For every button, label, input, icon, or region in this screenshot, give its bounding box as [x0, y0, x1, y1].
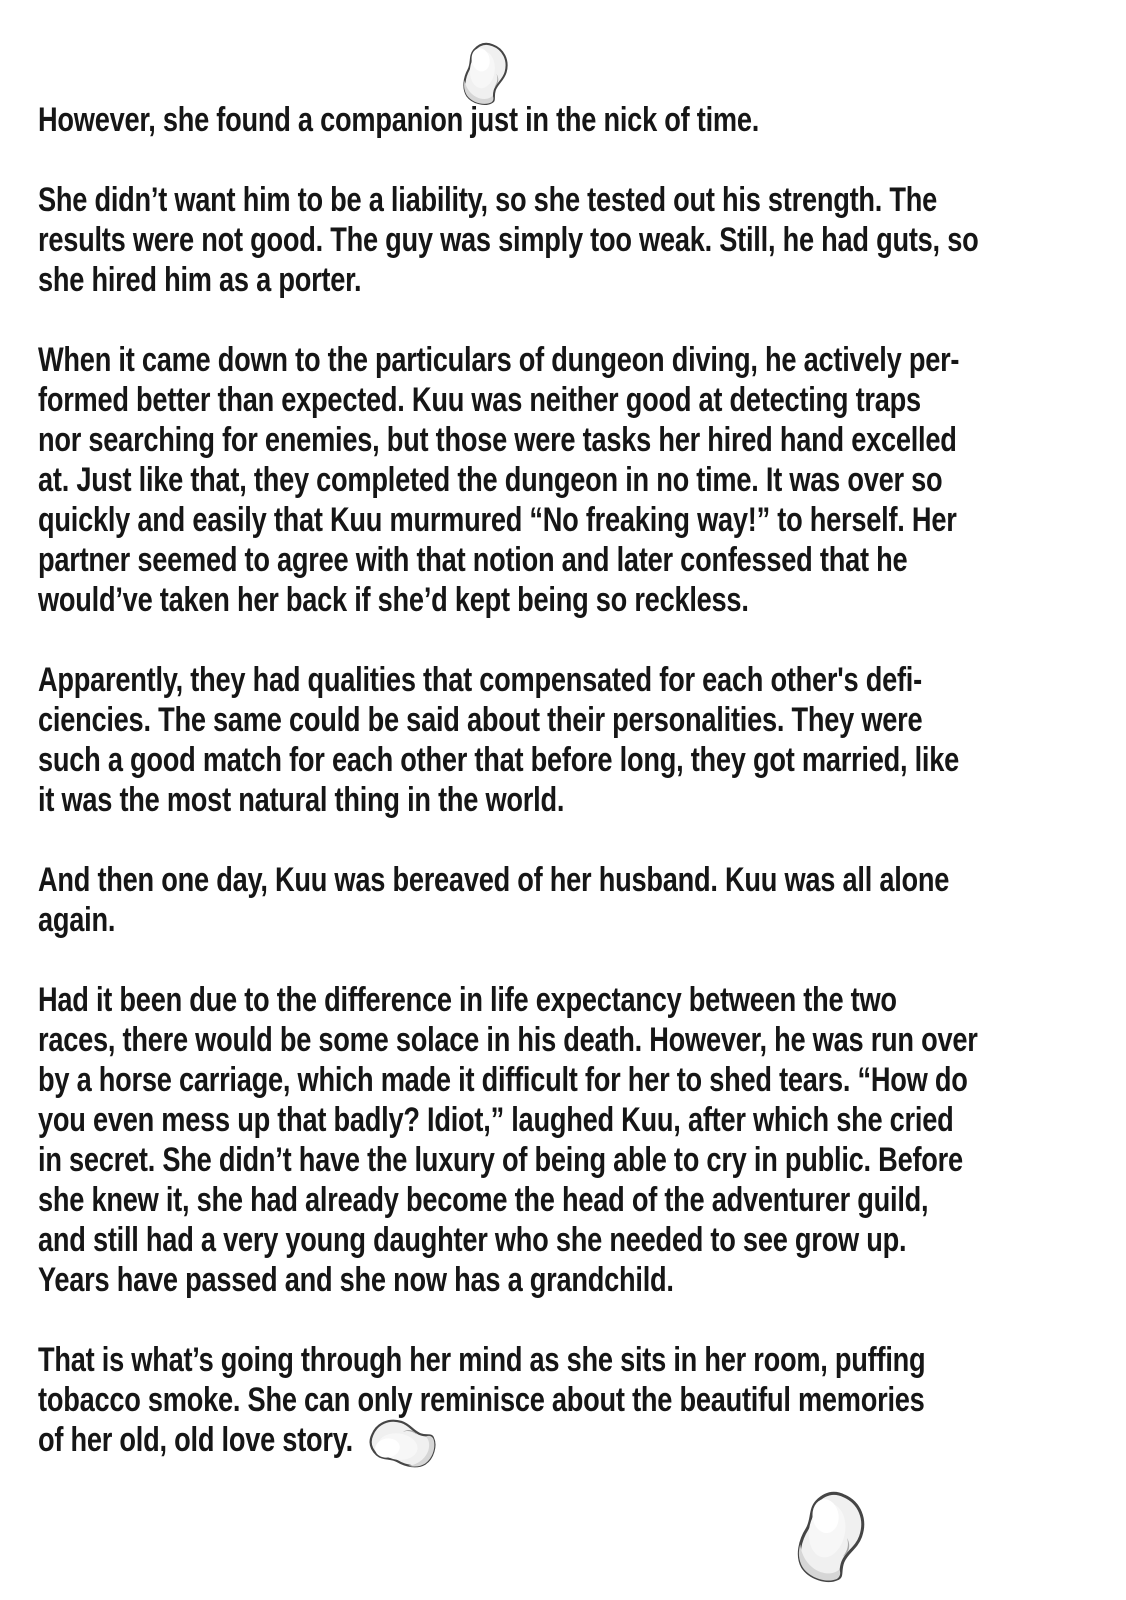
story-line: would’ve taken her back if she’d kept being so reckless.	[38, 581, 749, 619]
story-line	[38, 1420, 908, 1460]
story-line: it was the most natural thing in the world.	[38, 781, 565, 819]
story-line: at. Just like that, they completed the dungeon in no time. It was over so	[38, 461, 943, 499]
story-line: Had it been due to the difference in life expectancy between the two	[38, 981, 897, 1019]
story-line: nor searching for enemies, but those were tasks her hired hand excelled	[38, 421, 957, 459]
story-line: However, she found a companion just in the nick of time.	[38, 101, 760, 139]
story-line: When it came down to the particulars of dungeon diving, he actively per-	[38, 341, 960, 379]
story-line: ciencies. The same could be said about their personalities. They were	[38, 701, 923, 739]
story-text	[38, 100, 1126, 1460]
story-paragraph	[38, 340, 1126, 620]
story-line: results were not good. The guy was simply too weak. Still, he had guts, so	[38, 221, 979, 259]
story-paragraph	[38, 100, 1126, 140]
story-line: And then one day, Kuu was bereaved of her husband. Kuu was all alone	[38, 861, 950, 899]
story-line: she hired him as a porter.	[38, 261, 362, 299]
bean-icon-top	[462, 40, 506, 108]
story-paragraph	[38, 660, 1126, 820]
bean-icon-inline	[367, 1416, 437, 1474]
story-paragraph	[38, 860, 1126, 940]
story-line: by a horse carriage, which made it difficult for her to shed tears. “How do	[38, 1061, 968, 1099]
story-line: quickly and easily that Kuu murmured “No freaking way!” to herself. Her	[38, 501, 957, 539]
story-line: That is what’s going through her mind as she sits in her room, puffing	[38, 1341, 926, 1379]
story-line: again.	[38, 901, 116, 939]
story-line: partner seemed to agree with that notion and later confessed that he	[38, 541, 908, 579]
story-line-text: of her old, old love story.	[38, 1421, 353, 1459]
story-line: Years have passed and she now has a grandchild.	[38, 1261, 674, 1299]
story-paragraph	[38, 1340, 1126, 1460]
story-line: and still had a very young daughter who she needed to see grow up.	[38, 1221, 907, 1259]
story-line: you even mess up that badly? Idiot,” laughed Kuu, after which she cried	[38, 1101, 954, 1139]
story-line: such a good match for each other that before long, they got married, like	[38, 741, 960, 779]
story-line: in secret. She didn’t have the luxury of being able to cry in public. Before	[38, 1141, 963, 1179]
story-paragraph	[38, 980, 1126, 1300]
story-line: formed better than expected. Kuu was neither good at detecting traps	[38, 381, 921, 419]
story-line: tobacco smoke. She can only reminisce about the beautiful memories	[38, 1381, 925, 1419]
bean-icon-bottom-right	[792, 1491, 866, 1583]
story-paragraph	[38, 180, 1126, 300]
story-line: She didn’t want him to be a liability, so she tested out his strength. The	[38, 181, 938, 219]
story-line: she knew it, she had already become the head of the adventurer guild,	[38, 1181, 929, 1219]
story-line: races, there would be some solace in his death. However, he was run over	[38, 1021, 978, 1059]
story-line: Apparently, they had qualities that compensated for each other's defi-	[38, 661, 922, 699]
